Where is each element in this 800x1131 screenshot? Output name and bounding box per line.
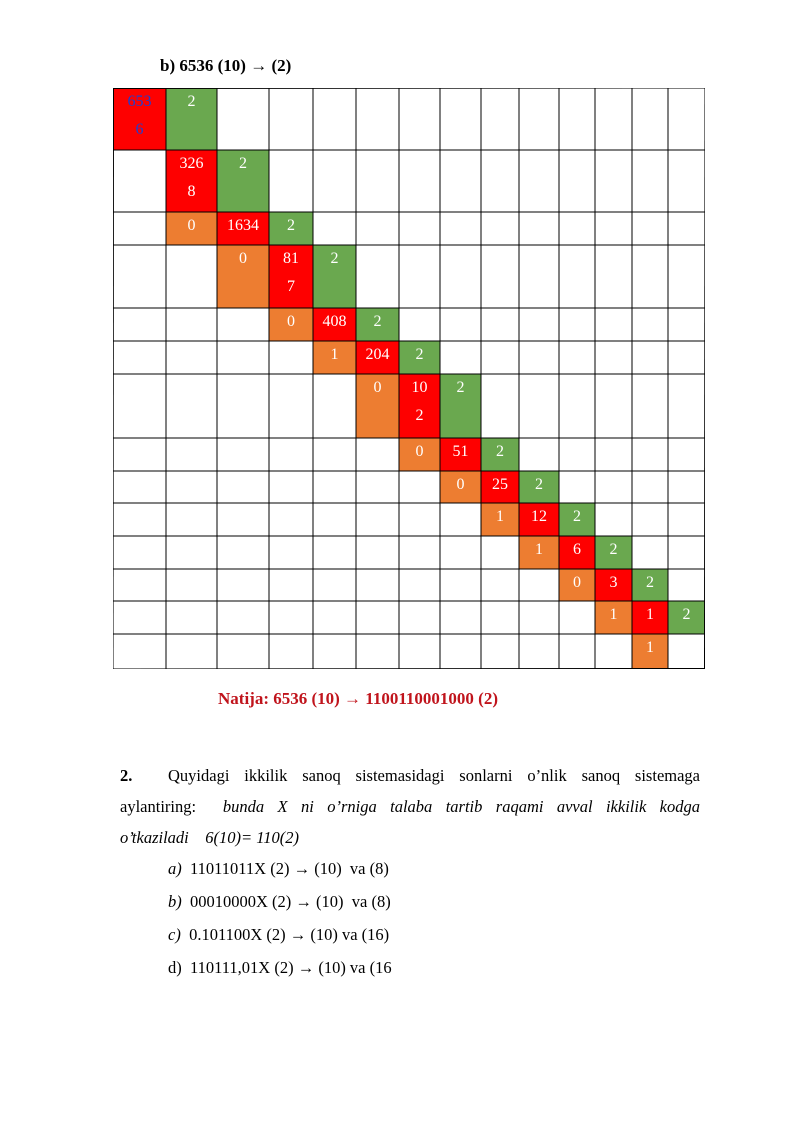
cell-value: 2: [573, 508, 581, 525]
cell-value: 1: [535, 541, 543, 558]
item-c: [168, 925, 389, 945]
cell-value: 1: [496, 508, 504, 525]
cell-value: 3: [609, 574, 618, 591]
cell-value: 2: [609, 541, 618, 558]
division-table-svg: [113, 88, 705, 669]
item-b: [168, 892, 391, 912]
task-number: 2.: [120, 766, 133, 785]
cell-value: 1: [646, 639, 654, 656]
cell-value: 51: [452, 443, 469, 460]
cell-value: 2: [415, 407, 424, 424]
cell-value: 2: [456, 379, 465, 396]
cell-value: 0: [456, 476, 465, 493]
cell-value: 2: [239, 155, 247, 172]
cell-value: 1: [646, 606, 654, 623]
cell-value: 0: [415, 443, 424, 460]
section-heading: b) 6536 (10) → (2): [160, 56, 292, 75]
cell-value: 1: [330, 346, 339, 363]
grid-line-horizontal: [113, 88, 705, 89]
cell-value: 2: [646, 574, 654, 591]
cell-value: 0: [373, 379, 382, 396]
task-line-2: [120, 791, 700, 822]
cell-value: 12: [531, 508, 547, 525]
cell-value: 6: [573, 541, 581, 558]
cell-value: 2: [373, 313, 382, 330]
cell-value: 0: [573, 574, 581, 591]
item-b-text: 00010000X (2) → (10) va (8): [190, 892, 391, 911]
cell-value: 6: [135, 121, 144, 138]
cell-value: 2: [682, 606, 691, 623]
item-c-label: c): [168, 925, 181, 944]
cell-value: 1: [609, 606, 618, 623]
item-d-label: d): [168, 958, 182, 977]
grid-line-vertical: [113, 88, 114, 669]
item-c-text: 0.101100X (2) → (10) va (16): [189, 925, 390, 944]
division-table: [113, 88, 705, 669]
cell-value: 326: [179, 155, 204, 172]
item-d: [168, 958, 392, 978]
grid-line-vertical: [705, 88, 706, 669]
cell-value: 2: [415, 346, 424, 363]
cell-value: 1634: [227, 217, 259, 234]
task-line-2-plain: aylantiring:: [120, 797, 197, 816]
task-paragraph: [120, 760, 700, 853]
task-line-1-text: Quyidagi ikkilik sanoq sistemasidagi sonlarni o’nlik sanoq sistemaga: [168, 766, 700, 785]
cell-value: 2: [187, 93, 196, 110]
item-a-label: a): [168, 859, 182, 878]
cell-value: 25: [492, 476, 508, 493]
cell-value: 7: [287, 278, 295, 295]
cell-value: 8: [187, 183, 196, 200]
item-a: [168, 859, 389, 879]
cell-value: 0: [239, 250, 247, 267]
cell-value: 2: [330, 250, 339, 267]
result-line: Natija: 6536 (10) → 1100110001000 (2): [218, 689, 499, 708]
item-b-label: b): [168, 892, 182, 911]
cell-value: 2: [496, 443, 504, 460]
cell-value: 408: [322, 313, 347, 330]
item-d-text: 110111,01X (2) → (10) va (16: [190, 958, 392, 977]
task-line-2-italic: bunda X ni o’rniga talaba tartib raqami avval ikkilik kodga: [222, 797, 700, 816]
cell-value: 653: [127, 93, 152, 110]
item-a-text: 11011011X (2) → (10) va (8): [190, 859, 389, 878]
cell-value: 0: [287, 313, 295, 330]
task-line-1: [120, 760, 700, 791]
cell-value: 2: [287, 217, 295, 234]
task-line-3: o’tkaziladi 6(10)= 110(2): [120, 828, 300, 847]
grid-line-horizontal: [113, 669, 705, 670]
cell-value: 0: [187, 217, 196, 234]
cell-value: 81: [283, 250, 299, 267]
cell-value: 204: [365, 346, 390, 363]
cell-value: 2: [535, 476, 543, 493]
cell-value: 10: [411, 379, 428, 396]
